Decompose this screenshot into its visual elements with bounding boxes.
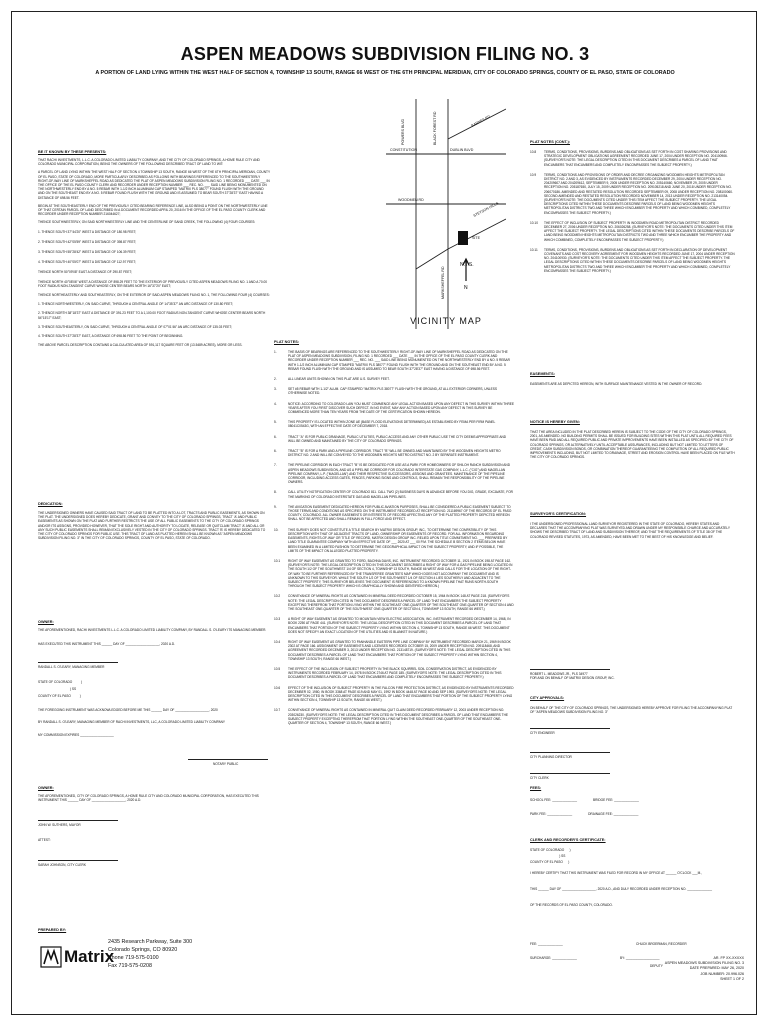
address-line-1: 2435 Research Parkway, Suite 300 bbox=[108, 939, 193, 945]
plat-note-number: 10.4 bbox=[274, 639, 281, 644]
plat-note-text: THIS SURVEY DOES NOT CONSTITUTE A TITLE SEARCH BY MATRIX DESIGN GROUP, INC., TO DETERMINE THE COMPATIBILITY OF THIS DESCRIPTION WITH THAT OF ADJACENT TRACTS OF LAND, OWNERSHIP OR EASEMENTS OF RECORD. FOR ALL INFORMATION REGARDING EASEMENTS, RIGHTS-OF-WAY OR TITLE OF RECORD, MATRIX DESIGN GROUP INC. RELIED UPON TITLE COMMITMENT NO. ___ PREPARED BY LAND TITLE GUARANTEE COMPANY WITH AN EFFECTIVE DATE OF ___ 2020 AT ___ 00 P.M. THE SCHEDULE B SECTION 2 ITEMS BELOW HAVE BEEN EXAMINED IN A LIMITED FASHION TO DETERMINE THE GEOGRAPHICAL IMPACT ON THE SUBJECT PROPERTY, AND IF POSSIBLE, THE LIMITS OF THE IMPACT ON ALLEGED PLATTED PROPERTY. bbox=[288, 527, 508, 553]
plat-note-number: 10.8 bbox=[530, 150, 537, 154]
begin-paragraph: BEGIN AT THE SOUTHEASTERLY END OF THE PREVIOUSLY CITED BEARING REFERENCE LINE, ALSO BEING A POINT ON THE NORTHWESTERLY LINE OF THAT CERTAIN PARCEL OF LAND DESCRIBED IN A DOCUMENT RECORDED APRIL 20, 2016 IN THE OFFICE OF THE EL PASO COUNTY CLERK AND RECORDER UNDER RECEPTION NUMBER 216044627; bbox=[38, 203, 268, 217]
notary-county: COUNTY OF EL PASO ) bbox=[38, 694, 81, 699]
easements-heading: EASEMENTS: bbox=[530, 372, 555, 376]
plat-note-number: 10.9 bbox=[530, 172, 537, 177]
plat-note-number: 10.5 bbox=[274, 666, 281, 671]
plat-note-text: THE PIPELINE CORRIDOR IN EACH TRACT "B" IS BE DEDICATED FOR USE AS A PARK FOR HOMEOWNERS OF SHILOH RANCH SUBDIVISION AND ASPEN MEADOWS SUBDIVISION, AND AS A PIPELINE CORRIDOR FOR COLORADO INTERSTATE GAS COMPANY, L.L.C. ("CIG") AND MAGELLAN PIPELINE COMPANY, L.P. ("MAGELLAN") AND THEIR RESPECTIVE SUCCESSORS, ASSIGNS AND GRANTEES. MAINTENANCE OF THE PIPELINE CORRIDOR, INCLUDING ACCESS GATES, FENCES, PARKING SIGNS AND CONTROLS, SHALL REMAIN THE RESPONSIBILITY OF THE PIPELINE OWNERS. bbox=[288, 463, 510, 485]
courses-paragraph: THENCE SOUTHWESTERLY, ON SAID NORTHWESTERLY LINE AND THE CENTERLINE OF SAND CREEK, THE FOLLOWING (4) FOUR COURSES: bbox=[38, 220, 256, 225]
fax: Fax 719-575-0208 bbox=[108, 963, 153, 969]
project-name: ASPEN MEADOWS SUBDIVISION FILING NO. 3 bbox=[664, 961, 744, 966]
owner-1-executed: HAS EXECUTED THIS INSTRUMENT THIS ______ DAY OF ___________________, 2020 A.D. bbox=[38, 642, 176, 647]
plat-note bbox=[274, 420, 514, 428]
plat-notes bbox=[274, 340, 514, 731]
svg-text:N: N bbox=[464, 285, 468, 291]
sheet-number: SHEET 1 OF 2 bbox=[720, 976, 744, 981]
plat-note bbox=[274, 640, 514, 661]
surveyor-name: ROBERT L. MEADOWS JR., PLS 34977 bbox=[530, 671, 588, 676]
plat-note-number: 9. bbox=[274, 504, 277, 509]
plat-note bbox=[274, 435, 514, 443]
owner-2-heading: OWNER: bbox=[38, 786, 54, 790]
city-planning-label: CITY PLANNING DIRECTOR bbox=[530, 754, 572, 759]
plat-title: ASPEN MEADOWS SUBDIVISION FILING NO. 3 bbox=[180, 44, 590, 64]
notary-ss: ) SS bbox=[38, 686, 77, 691]
plat-notes-cont bbox=[530, 140, 735, 279]
clerk-recorder-block bbox=[530, 838, 735, 907]
notice-block bbox=[530, 420, 735, 459]
plat-note bbox=[274, 490, 514, 498]
plat-note-number: 10. bbox=[274, 527, 279, 532]
plat-note-number: 1. bbox=[274, 350, 277, 354]
mayor-signature-line bbox=[38, 820, 118, 821]
plat-note-number: 10.10 bbox=[530, 220, 538, 225]
clerk-county: COUNTY OF EL PASO ) bbox=[530, 860, 570, 865]
area-paragraph: THE ABOVE PARCEL DESCRIPTION CONTAINS A CALCULATED AREA OF 591,117 SQUARE FEET OR (13.5489 ACRES), MORE OR LESS. bbox=[38, 343, 243, 348]
notary-public-label: NOTARY PUBLIC bbox=[213, 761, 239, 766]
recorder-name: CHUCK BROERMAN, RECORDER bbox=[636, 942, 687, 946]
exterior-course-3: 3. THENCE SOUTHEASTERLY, ON SAID CURVE, THROUGH A CENTRAL ANGLE OF 07°01'46" AN ARC DISTANCE OF 135.03 FEET; bbox=[38, 324, 232, 329]
vicinity-map bbox=[386, 99, 506, 329]
surveyor-for: FOR AND ON BEHALF OF MATRIX DESIGN GROUP, INC. bbox=[530, 676, 615, 681]
owner-1-heading: OWNER: bbox=[38, 620, 54, 624]
plat-notes-cont-heading: PLAT NOTES (CONT.): bbox=[530, 140, 571, 144]
plat-note bbox=[274, 594, 514, 611]
plat-note-number: 8. bbox=[274, 490, 277, 495]
plat-note-text: TERMS, CONDITIONS AND PROVISIONS OF ORDER AND DECREE ORGANIZING WOODMEN HEIGHTS METROPOLITAN DISTRICT NO. 2 AND 3, AS EVIDENCED BY INSTRUMENTS RECORDED DECEMBER 29, 2004 UNDER RECEPTION NO. 204209607 AND 204209612, SEPTEMBER 9, 2005 UNDER RECEPTION NO. 205140660, NOVEMBER 29, 2005 UNDER RECEPTION NO. 205187650, JULY 15, 2009 UNDER RECEPTION NO. 209105218 AND JUNE 20, 2018 UNDER RECEPTION NO. 206070186. AMENDED AND RESTATED RESOLUTION RECORDED SEPTEMBER 09, 2008 UNDER RECEPTION NO. 208100060. SECOND AMENDED AND RESTATED RESOLUTION RECORDED NOVEMBER 14, 2013 UNDER RECEPTION NO. 213140054. (SURVEYOR'S NOTE: THE DOCUMENTS CITED UNDER THIS ITEM AFFECT THE SUBJECT PROPERTY. THE LEGAL DESCRIPTIONS CITED WITHIN THESE DOCUMENTS DESCRIBE PARCELS OF LAND BEING WOODMEN HEIGHTS METROPOLITAN DISTRICTS TWO AND THREE WHICH ENCUMBER THE PROPERTY AND WHICH COMBINED, COMPLETELY ENCOMPASSES THE SUBJECT PROPERTY.) bbox=[544, 172, 733, 215]
plat-note-text: CALL UTILITY NOTIFICATION CENTER OF COLORADO 811. CALL TWO (2) BUSINESS DAYS IN ADVANCE BEFORE YOU DIG, GRADE, EXCAVATE, FOR THE MARKING OF COLORADO INTERSTATE GAS AND MAGELLAN PIPELINES. bbox=[288, 490, 513, 499]
plat-note bbox=[274, 667, 514, 680]
thence-paragraph-2: THENCE NORTH 40°08'06" WEST A DISTANCE OF 898.29 FEET TO THE EXTERIOR OF PREVIOUSLY CITED ASPEN MEADOWS FILING NO. 1 AND A 70.00 FOOT RADIUS NON-TANGENT CURVE WHOSE CENTER BEARS NORTH 16°37'20" EAST; bbox=[38, 279, 268, 288]
acknowledgement: THE FOREGOING INSTRUMENT WAS ACKNOWLEDGED BEFORE ME THIS ______ DAY OF ___________________, 2020 bbox=[38, 708, 218, 713]
surveyor-block bbox=[530, 512, 735, 680]
drainage-fee: DRAINAGE FEE: ______________ bbox=[588, 812, 639, 817]
plat-note-text: THE EFFECT OF THE INCLUSION OF SUBJECT PROPERTY IN THE BLACK SQUIRREL SOIL CONSERVATION DISTRICT, AS EVIDENCED BY INSTRUMENTS RECORDED FEBRUARY 14, 1978 IN BOOK 2746 AT PAGE 185. (SURVEYOR'S NOTE: THE LEGAL DESCRIPTION CITED IN THIS DOCUMENT DESCRIBES A PARCEL OF LAND THAT ENCUMBERS AND COMPLETELY ENCOMPASSES THE SUBJECT PROPERTY.) bbox=[288, 666, 502, 680]
plat-note bbox=[530, 248, 735, 273]
owner-1-block bbox=[38, 620, 270, 766]
job-number: JOB NUMBER: 20.996.026 bbox=[700, 971, 744, 976]
city-clerk-label: SARAH JOHNSON, CITY CLERK bbox=[38, 862, 86, 867]
recorder-fee: FEE: ______________ bbox=[530, 942, 563, 946]
recorder-deputy: DEPUTY bbox=[650, 964, 663, 968]
easements-text: EASEMENTS ARE AS DEPICTED HEREON, WITH SURFACE MAINTENANCE VESTED IN THE OWNER OF RECORD. bbox=[530, 382, 703, 386]
plat-note-text: CONVEYANCE OF MINERAL RIGHTS AS CONTAINED IN MINERAL DEED RECORDED OCTOBER 15, 1964 IN BOOK 148 AT PAGE 218. (SURVEYOR'S NOTE: THE LEGAL DESCRIPTION CITED IN THIS DOCUMENT DESCRIBES A PARCEL OF LAND THAT ENCUMBERS THE SUBJECT PROPERTY EXCEPTING THEREFROM THAT PORTION LYING WITHIN THE SOUTHEAST ONE-QUARTER OF THE SOUTHEAST ONE-QUARTER OF SECTION 4 AND THE SOUTHEAST ONE-QUARTER OF THE SOUTHWEST ONE-QUARTER OF SECTION 4, TOWNSHIP 13 SOUTH, RANGE 66 WEST.) bbox=[288, 594, 514, 611]
plat-note-number: 10.7 bbox=[274, 708, 281, 713]
street-label-powers: POWERS BLVD bbox=[401, 118, 405, 145]
fees-heading: FEES: bbox=[530, 786, 542, 790]
plat-note-number: 10.6 bbox=[274, 685, 281, 690]
mayor-label: JOHN W. SUTHERS, MAYOR bbox=[38, 823, 81, 828]
course-1: 1. THENCE SOUTH 37°44'20" WEST A DISTANCE OF 180.98 FEET; bbox=[38, 229, 137, 234]
plat-note-number: 3. bbox=[274, 387, 277, 392]
street-label-stetson: STETSON HILLS bbox=[472, 201, 500, 218]
plat-note bbox=[530, 173, 735, 215]
plat-note-text: THE EFFECT OF INCLUSION OF SUBJECT PROPERTY IN WOODMEN ROAD METROPOLITAN DISTRICT RECORDED DECEMBER 27, 2006 UNDER RECEPTION NO. 206026258. (SURVEYOR'S NOTE: THE DOCUMENTS CITED UNDER THIS ITEM AFFECT THE SUBJECT PROPERTY. THE LEGAL DESCRIPTIONS CITED WITHIN THESE DOCUMENTS DESCRIBE PARCELS OF LAND BEING WOODMEN HEIGHTS METROPOLITAN DISTRICTS TWO AND THREE WHICH ENCUMBER THE PROPERTY AND WHICH COMBINED, COMPLETELY ENCOMPASSES THE SUBJECT PROPERTY.) bbox=[544, 220, 735, 242]
dedication-block bbox=[38, 502, 270, 540]
course-2: 2. THENCE SOUTH 42°05'59" WEST A DISTANCE OF 398.87 FEET; bbox=[38, 239, 137, 244]
course-4: 4. THENCE SOUTH 40°05'07" WEST A DISTANCE OF 112.97 FEET; bbox=[38, 260, 136, 265]
matrix-logo-text: Matrix bbox=[64, 947, 115, 966]
plat-note-number: 10.2 bbox=[274, 594, 281, 599]
plat-note bbox=[274, 463, 514, 484]
clerk-recorder-heading: CLERK AND RECORDER'S CERTIFICATE: bbox=[530, 838, 606, 842]
recorder-surcharge: SURCHARGE: ______________ bbox=[530, 956, 577, 960]
plat-note-text: RIGHT OF WAY EASEMENT AS GRANTED TO PANHANDLE EASTERN PIPE LINE COMPANY BY INSTRUMENT RECORDED MARCH 21, 1969 IN BOOK 2302 AT PAGE 166. ASSIGNMENT OF EASEMENTS AND LICENSES RECORDED OCTOBER 15, 2009 UNDER RECEPTION NO. 209118468, AND AGREEMENT RECORDED DECEMBER 3, 2013 UNDER RECEPTION NO. 213148719. (SURVEYOR'S NOTE: THE LEGAL DESCRIPTION CITED IN THIS DOCUMENT DESCRIBES A PARCEL OF LAND THAT ENCUMBERS THAT PORTION OF THE SUBJECT PROPERTY LYING WITHIN SECTION 4, TOWNSHIP 13 SOUTH, RANGE 66 WEST.) bbox=[288, 639, 511, 661]
prepared-by-block bbox=[38, 928, 270, 932]
commission-expires: MY COMMISSION EXPIRES ___________________ bbox=[38, 732, 114, 737]
plat-note-number: 10.11 bbox=[530, 247, 538, 252]
fees-block bbox=[530, 786, 735, 816]
plat-note-text: SET #5 REBAR WITH 1-1/2" ALUM. CAP STAMPED "MATRIX PLS 38077" FLUSH WITH THE GROUND, AT ALL EXTERIOR CORNERS, UNLESS OTHERWISE NOTED. bbox=[288, 387, 498, 396]
plat-notes-heading: PLAT NOTES: bbox=[274, 340, 300, 344]
notice-text: THAT THE AREA INCLUDED IN THE PLAT DESCRIBED HEREIN IS SUBJECT TO THE CODE OF THE CITY OF COLORADO SPRINGS, 2001, AS AMENDED. NO BUILDING PERMITS SHALL BE ISSUED FOR BUILDING SITES WITHIN THIS PLAT UNTIL ALL REQUIRED FEES HAVE BEEN PAID AND ALL REQUIRED PUBLIC AND PRIVATE IMPROVEMENTS HAVE BEEN INSTALLED AS SPECIFIED BY THE CITY OF COLORADO SPRINGS, OR ALTERNATIVELY UNTIL ACCEPTABLE ASSURANCES, INCLUDING BUT NOT LIMITED TO LETTERS OF CREDIT, CASH SUBDIVISION BONDS, OR COMBINATION THEREOF GUARANTEEING THE COMPLETION OF ALL REQUIRED PUBLIC IMPROVEMENTS INCLUDING, BUT NOT LIMITED TO DRAINAGE, STREET AND EROSION CONTROL HAVE BEEN PLACED ON FILE WITH THE CITY OF COLORADO SPRINGS. bbox=[530, 430, 735, 460]
left-column bbox=[38, 150, 270, 347]
know-heading: BE IT KNOWN BY THESE PRESENTS: bbox=[38, 150, 107, 154]
plat-note-number: 5. bbox=[274, 420, 277, 425]
city-approvals-text: ON BEHALF OF THE CITY OF COLORADO SPRINGS, THE UNDERSIGNED HEREBY APPROVE FOR FILING THE ACCOMPANYING PLAT OF "ASPEN MEADOWS SUBDIVISION FILING NO. 3" bbox=[530, 706, 733, 715]
address-line-2: Colorado Springs, CO 80920 bbox=[108, 947, 178, 953]
clerk-ss: ) SS bbox=[530, 854, 566, 859]
ownership-paragraph: THAT RACHI INVESTMENTS, L.L.C. A COLORADO LIMITED LIABILITY COMPANY, AND THE CITY OF COLORADO SPRINGS, A HOME RULE CITY AND COLORADO MUNICIPAL CORPORATION, BEING THE OWNERS OF THE FOLLOWING DESCRIBED TRACT OF LAND TO WIT: bbox=[38, 158, 260, 167]
plat-note bbox=[274, 505, 514, 522]
exterior-paragraph: THENCE NORTHEASTERLY AND SOUTHEASTERLY, ON THE EXTERIOR OF SAID ASPEN MEADOWS FILING NO. 1, THE FOLLOWING FOUR (4) COURSES: bbox=[38, 293, 270, 298]
plat-note bbox=[274, 528, 514, 553]
plat-note-text: A RIGHT OF WAY EASEMENT AS GRANTED TO MOUNTAIN VIEW ELECTRIC ASSOCIATION, INC. INSTRUMENT RECORDED DECEMBER 14, 1968, IN BOOK 2250 AT PAGE 441. (SURVEYOR'S NOTE: THE LEGAL DESCRIPTION CITED IN THIS DOCUMENT DESCRIBES A PARCEL OF LAND THAT ENCUMBERS THAT PORTION OF THE SUBJECT PROPERTY LYING WITHIN SECTION 4, TOWNSHIP 13 SOUTH, RANGE 66 WEST. THIS DOCUMENT DOES NOT SPECIFY AN EXACT LOCATION OF THE UTILITIES AND IS BLANKET IN NATURE.) bbox=[288, 617, 511, 634]
vicinity-map-label: VICINITY MAP bbox=[410, 316, 482, 326]
plat-note bbox=[274, 559, 514, 588]
plat-note-text: RIGHT OF WAY EASEMENT AS GRANTED TO FORD, BACHNA DAVIS, INC. INSTRUMENT RECORDED OCTOBER 11, 1921 IN BOOK 198 AT PAGE 162. (SURVEYOR'S NOTE: THE LEGAL DESCRIPTION CITED IN THIS DOCUMENT DESCRIBES A RIGHT OF WAY FOR A GAS PIPELINE BEING LOCATED IN THE SOUTH 1/2 OF THE SOUTHWEST 1/4 OF SECTION 4, TOWNSHIP 13 SOUTH, RANGE 66 WEST AND CALLS FOR THE LOCATION OF THE RIGHT-OF-WAY TO BE FURTHER REFERENCED BY THE TRANSFEREE GRANTEE'S MAP WHICH DOES NOT ACCOMPANY THE DOCUMENT AND IS UNKNOWN TO THIS SURVEYOR. WHILE THE SOUTH 1/2 OF THE SOUTHWEST 1/4 OF SECTION 4 LIES SOUTHERLY AND ADJACENT TO THE SUBJECT PROPERTY, THIS SURVEYOR BELIEVES THE DOCUMENT IS REFERENCING TO A KNOWN PIPELINE THAT RUNS NORTH-SOUTH THROUGH THE SUBJECT PROPERTY WHICH IS GRAPHICALLY SHOWN AND IDENTIFIED HEREON.) bbox=[288, 558, 513, 589]
recorder-by: BY: ___________________ bbox=[620, 956, 660, 960]
clerk-state: STATE OF COLORADO ) bbox=[530, 848, 571, 852]
plat-note-text: NOTICE: ACCORDING TO COLORADO LAW YOU MUST COMMENCE ANY LEGAL ACTION BASED UPON ANY DEFECT IN THIS SURVEY WITHIN THREE YEARS AFTER YOU FIRST DISCOVER SUCH DEFECT. IN NO EVENT, MAY ANY ACTION BASED UPON ANY DEFECT IN THIS SURVEY BE COMMENCED MORE THAN TEN YEARS FROM THE DATE OF THE CERTIFICATION SHOWN HEREON. bbox=[288, 401, 514, 415]
street-label-barnes: BARNES RD bbox=[470, 114, 491, 128]
plat-note-text: EFFECT OF THE INCLUSION OF SUBJECT PROPERTY IN THE FALCON FIRE PROTECTION DISTRICT, AS EVIDENCED BY INSTRUMENTS RECORDED DECEMBER 02, 1980, IN BOOK 3368 AT PAGE 619 AND MAY 01, 1992 IN BOOK 4448 AT PAGE 60 AND SEP 1993. (SURVEYOR'S NOTE: THE LEGAL DESCRIPTION CITED IN THIS DOCUMENT DESCRIBES A PARCEL OF LAND THAT ENCUMBERS THAT PORTION OF THE SUBJECT PROPERTY LYING WITHIN SECTION 4, TOWNSHIP 13 SOUTH, RANGE 66 WEST.) bbox=[288, 685, 514, 703]
plat-note-text: TRACT "B" IS FOR A PARK AND A PIPELINE CORRIDOR. TRACT "B" WILL BE OWNED AND MAINTAINED BY THE WOODMEN HEIGHTS METRO DISTRICT NO. 2 AND WILL BE CONVEYED TO THE WOODMEN HEIGHTS METRO DISTRICT NO. 2 BY SEPARATE INSTRUMENT. bbox=[288, 449, 501, 458]
attest-label: ATTEST: bbox=[38, 837, 51, 842]
easements-block bbox=[530, 372, 735, 386]
clerk-signature-line bbox=[38, 860, 118, 861]
street-label-dublin: DUBLIN BLVD bbox=[450, 148, 474, 152]
plat-note bbox=[274, 387, 514, 395]
dedication-text: THE UNDERSIGNED OWNERS HAVE CAUSED SAID TRACT OF LAND TO BE PLATTED INTO A LOT, TRACTS AND PUBLIC EASEMENTS, AS SHOWN ON THE PLAT. THE UNDERSIGNED DOES HEREBY DEDICATE, GRANT AND CONVEY TO THE CITY OF COLORADO SPRINGS, TRACT 'A' AND PUBLIC EASEMENTS AS SHOWN ON THE PLAT AND FURTHER RESTRICTS THE USE OF ALL PUBLIC EASEMENTS TO THE CITY OF COLORADO SPRINGS AND/OR ITS ASSIGNS, PROVIDED HOWEVER, THAT THE SOLE RIGHT AND AUTHORITY TO LOCATE, RELEASE OR QUITCLAIM TRACT 'A' AND ALL OR ANY SUCH PUBLIC EASEMENTS SHALL REMAIN EXCLUSIVELY VESTED IN THE CITY OF COLORADO SPRINGS. TRACT 'B' IS HEREBY DEDICATED TO THE CITY OF COLORADO SPRINGS FOR PUBLIC USE. THIS TRACT OF LAND AS PLATTED HEREIN SHALL BE KNOWN AS "ASPEN MEADOWS SUBDIVISION FILING NO. 3" IN THE CITY OF COLORADO SPRINGS, COUNTY OF EL PASO, STATE OF COLORADO. bbox=[38, 511, 266, 541]
surveyor-signature-line bbox=[530, 669, 610, 670]
owner-1-text: THE AFOREMENTIONED, RACHI INVESTMENTS L.L.C. A COLORADO LIMITED LIABILITY COMPANY, BY RANDALL S. O'LEARY ITS MANAGING MEMBER. bbox=[38, 628, 267, 632]
street-label-constitution: CONSTITUTION bbox=[390, 148, 417, 152]
plat-subtitle: A PORTION OF LAND LYING WITHIN THE WEST HALF OF SECTION 4, TOWNSHIP 13 SOUTH, RANGE 66 WEST OF THE 6TH PRINCIPAL MERIDIAN, CITY OF COLORADO SPRINGS, COUNTY OF EL PASO, STATE OF COLORADO bbox=[95, 70, 675, 76]
owner-1-signer: RANDALL S. O'LEARY, MANAGING MEMBER bbox=[38, 665, 105, 670]
city-approvals-block bbox=[530, 696, 735, 780]
plat-note-number: 10.1 bbox=[274, 558, 281, 563]
plat-notes-cont-list bbox=[530, 150, 735, 273]
exterior-course-2: 2. THENCE NORTH 38°18'37" EAST A DISTANCE OF 391.23 FEET TO A 1,100.00 FOOT RADIUS NON-TANGENT CURVE WHOSE CENTER BEARS NORTH 54°15'17" EAST; bbox=[38, 311, 266, 320]
plat-note-text: THIS PROPERTY IS LOCATED WITHIN ZONE AE (BASE FLOOD ELEVATIONS DETERMINED) AS ESTABLISHED BY FEMA PER FIRM PANEL 08041C0543G, WITH AN EFFECTIVE DATE OF DECEMBER 7, 2018. bbox=[288, 420, 496, 429]
road-line bbox=[416, 249, 448, 269]
plat-notes-list bbox=[274, 350, 514, 725]
site-marker bbox=[458, 231, 468, 245]
notary-state: STATE OF COLORADO ) bbox=[38, 679, 83, 684]
city-engineer-label: CITY ENGINEER bbox=[530, 731, 555, 736]
city-clerk-line bbox=[530, 773, 610, 774]
street-label-woodmen: WOODMEN RD bbox=[398, 198, 424, 202]
plat-note-number: 6. bbox=[274, 434, 277, 439]
plat-note bbox=[530, 221, 735, 242]
clerk-certify: I HEREBY CERTIFY THAT THIS INSTRUMENT WAS FILED FOR RECORD IN MY OFFICE AT ______ O'CLOCK ___M., bbox=[530, 870, 703, 875]
city-planning-line bbox=[530, 752, 610, 753]
plat-note-text: THE AVIGATION EASEMENT DEDICATED HEREON FOR PUBLIC AVIATION PURPOSES, SHALL BE CONSIDERED A PUBLIC EASEMENT SUBJECT TO THOSE TERMS AND CONDITIONS AS SPECIFIED ON THE INSTRUMENT RECORDED AT RECEPTION NO. 211169967 OF THE RECORDS OF EL PASO COUNTY, COLORADO. ALL OWNER EASEMENTS OR INTERESTS OF RECORD AFFECTING ANY OF THE PLATTED PROPERTY DEPICTED HEREON SHALL NOT BE AFFECTED AND SHALL REMAIN IN FULL FORCE AND EFFECT. bbox=[288, 504, 512, 522]
site-label: SITE bbox=[472, 236, 480, 240]
plat-note bbox=[274, 617, 514, 634]
park-fee: PARK FEE: ______________ bbox=[530, 812, 573, 817]
plat-note bbox=[274, 686, 514, 703]
prepared-by-heading: PREPARED BY: bbox=[38, 928, 67, 932]
street-label-black-forest: BLACK FOREST RD bbox=[433, 111, 437, 145]
plat-note bbox=[274, 350, 514, 371]
phone: Phone 719-575-0100 bbox=[108, 955, 159, 961]
plat-note-number: 4. bbox=[274, 401, 277, 406]
plat-note-text: ALL LINEAR UNITS SHOWN ON THIS PLAT ARE U.S. SURVEY FEET. bbox=[288, 377, 390, 382]
surveyor-text: I THE UNDERSIGNED PROFESSIONAL LAND SURVEYOR REGISTERED IN THE STATE OF COLORADO, HEREBY STATES AND DECLARES THAT THE ACCOMPANYING PLAT WAS SURVEYED AND DRAWN UNDER MY RESPONSIBLE CHARGE AND ACCURATELY SHOWS THE DESCRIBED TRACT OF LAND AND SUBDIVISION THEREOF, AND THAT THE REQUIREMENTS OF TITLE 38 OF THE COLORADO REVISED STATUTES, 1973, AS AMENDED, HAVE BEEN MET TO THE BEST OF HIS KNOWLEDGE AND BELIEF. bbox=[530, 522, 730, 539]
not-to-scale-label: N.T.S. bbox=[460, 262, 474, 268]
thence-paragraph-1: THENCE NORTH 50°09'08" EAST A DISTANCE OF 290.87 FEET; bbox=[38, 270, 132, 275]
notice-heading: NOTICE IS HEREBY GIVEN: bbox=[530, 420, 580, 424]
plat-note-number: 7. bbox=[274, 463, 277, 468]
owner-1-signature-line bbox=[38, 662, 118, 663]
plat-note-number: 2. bbox=[274, 377, 277, 382]
plat-note-text: THE BASIS OF BEARINGS ARE REFERENCED TO THE SOUTHWESTERLY RIGHT-OF-WAY LINE OF MARKSHEFFEL ROAD AS DEDICATED ON THE PLAT OF ASPEN MEADOWS SUBDIVISION, FILING NO. 1 RECORDED ___ DATE ___ IN THE OFFICE OF THE EL PASO COUNTY CLERK AND RECORDER UNDER RECEPTION NUMBER ___ REC. NO. ___ SAID LINE BEING MONUMENTED ON THE NORTHWESTERLY END BY A NO. 5 REBAR WITH 1-1/2 INCH ALUMINUM CAP STAMPED "MATRIX PLS 38077" FOUND FLUSH WITH THE GROUND AND ON THE SOUTHEAST END BY A NO. 5 REBAR FOUND FLUSH WITH THE GROUND AND IS ASSUMED TO BEAR SOUTH 37°28'37" EAST HAVING A DISTANCE OF 698.56 FEET. bbox=[288, 350, 510, 371]
city-approvals-heading: CITY APPROVALS: bbox=[530, 696, 565, 700]
city-engineer-line bbox=[530, 728, 610, 729]
plat-note-number: 10.3 bbox=[274, 617, 281, 622]
owner-2-block bbox=[38, 786, 270, 867]
course-3: 3. THENCE SOUTH 55°28'42" WEST A DISTANCE OF 106.39 FEET; bbox=[38, 250, 137, 255]
plat-note-text: CONVEYANCE OF MINERAL RIGHTS AS CONTAINED IN MINERAL QUIT CLAIM DEED RECORDED FEBRUARY 12, 2003 UNDER RECEPTION NO. 203026230. (SURVEYOR'S NOTE: THE LEGAL DESCRIPTION CITED IN THIS DOCUMENT DESCRIBES A PARCEL OF LAND THAT ENCUMBERS THE SUBJECT PROPERTY EXCEPTING THEREFROM THAT PORTION LYING WITHIN THE SOUTHEAST ONE-QUARTER OF THE SOUTHEAST ONE-QUARTER OF SECTION 4, TOWNSHIP 13 SOUTH, RANGE 66 WEST.) bbox=[288, 708, 509, 725]
city-clerk-approval-label: CITY CLERK bbox=[530, 775, 549, 780]
plat-note bbox=[274, 402, 514, 415]
acknowledgement-by: BY RANDALL S. O'LEARY, MANAGING MEMBER OF RACHI INVESTMENTS, LLC, A COLORADO LIMITED LIABILITY COMPANY bbox=[38, 720, 226, 725]
plat-note-text: TRACT "A" IS FOR PUBLIC DRAINAGE, PUBLIC UTILITIES, PUBLIC ACCESS AND ANY OTHER PUBLIC USE THE CITY DEEMS APPROPRIATE AND WILL BE OWNED AND MAINTAINED BY THE CITY OF COLORADO SPRINGS. bbox=[288, 434, 507, 443]
school-fee: SCHOOL FEE: ______________ bbox=[530, 798, 578, 802]
title-block bbox=[664, 956, 744, 982]
road-line bbox=[448, 219, 506, 249]
street-label-marksheffel: MARKSHEFFEL RD bbox=[441, 266, 445, 299]
clerk-this-day: THIS ______ DAY OF ___________________, 2020 A.D., AND DULY RECORDED UNDER RECEPTION NO. ______________ bbox=[530, 886, 713, 891]
plat-note bbox=[274, 377, 514, 381]
matrix-logo-mark bbox=[40, 946, 62, 968]
plat-note-number: 6. bbox=[274, 449, 277, 454]
plat-note bbox=[274, 449, 514, 457]
bridge-fee: BRIDGE FEE: ______________ bbox=[593, 798, 639, 802]
plat-note-text: TERMS, CONDITIONS, PROVISIONS, BURDENS AND OBLIGATIONS AS SET FORTH IN COST SHARING PROVISIONS AND STRATEGIC DEVELOPMENT OBLIGATIONS AGREEMENT RECORDED JUNE 17, 2004 UNDER RECEPTION NO. 204100966. (SURVEYOR'S NOTE: THE LEGAL DESCRIPTION CITED IN THIS DOCUMENT DESCRIBES A PARCEL OF LAND THAT ENCUMBERS THAT ENCUMBERS AND COMPLETELY ENCOMPASSES THE SUBJECT PROPERTY.) bbox=[544, 150, 728, 167]
plat-note bbox=[274, 708, 514, 725]
notary-signature-line bbox=[188, 759, 268, 760]
prepared-by-address bbox=[108, 938, 192, 970]
exterior-course-1: 1. THENCE NORTHWESTERLY, ON SAID CURVE, THROUGH A CENTRAL ANGLE OF 14°35'37" AN ARC DISTANCE OF 130.80 FEET; bbox=[38, 302, 233, 307]
clerk-records: OF THE RECORDS OF EL PASO COUNTY, COLORADO. bbox=[530, 903, 613, 908]
parcel-paragraph: A PARCEL OF LAND LYING WITHIN THE WEST HALF OF SECTION 4 TOWNSHIP 13 SOUTH, RANGE 66 WEST OF THE 6TH PRINCIPAL MERIDIAN, COUNTY OF EL PASO, STATE OF COLORADO, MORE PARTICULARLY DESCRIBED AS FOLLOWS WITH BEARINGS REFERENCED TO THE SOUTHWESTERLY RIGHT-OF-WAY LINE OF MARKSHEFFEL ROAD AS DEDICATED THE PLAT OF ASPEN MEADOWS SUBDIVISION FILING NO. 1 RECORDED ___ DATE ___ IN THE OFFICE OF THE EL PASO COUNTY CLERK AND RECORDER UNDER RECEPTION NUMBER ___ REC. NO. ___ SAID LINE BEING MONUMENTED ON THE NORTHWESTERLY END BY A NO. 5 REBAR WITH 1-1/2 INCH ALUMINUM CAP STAMPED "MATRIX PLS 38077" FOUND FLUSH WITH THE GROUND AND ON THE SOUTHEAST END BY A NO. 5 REBAR FOUND FLUSH WITH THE GROUND AND IS ASSUMED TO BEAR SOUTH 37°28'37" EAST HAVING A DISTANCE OF 698.56 FEET. bbox=[38, 170, 271, 200]
plat-note-text: TERMS, CONDITIONS, PROVISIONS, BURDENS AND OBLIGATIONS AS SET FORTH IN DECLARATION OF DEVELOPMENT COVENANTS AND COST RECOVERY AGREEMENT FOR WOODMEN HEIGHTS RECORDED JUNE 17, 2004 UNDER RECEPTION NO. 204100930. (SURVEYOR'S NOTE: THE DOCUMENTS CITED UNDER THIS ITEM AFFECT THE SUBJECT PROPERTY. THE LEGAL DESCRIPTIONS CITED WITHIN THESE DOCUMENTS DESCRIBE PARCELS OF LAND BEING WOODMEN HEIGHTS METROPOLITAN DISTRICTS TWO AND THREE WHICH ENCUMBER THE PROPERTY AND WHICH COMBINED, COMPLETELY ENCOMPASSES THE SUBJECT PROPERTY.) bbox=[544, 247, 735, 273]
date-prepared: DATE PREPARED: MAY 26, 2020 bbox=[689, 966, 744, 971]
exterior-course-4: 4. THENCE SOUTH 37°28'37" EAST, A DISTANCE OF 698.56 FEET TO THE POINT OF BEGINNING. bbox=[38, 334, 184, 339]
surveyor-heading: SURVEYOR'S CERTIFICATION: bbox=[530, 512, 587, 516]
owner-2-text: THE AFOREMENTIONED, CITY OF COLORADO SPRINGS, A HOME RULE CITY AND COLORADO MUNICIPAL CORPORATION, HAS EXECUTED THIS INSTRUMENT THIS ______ DAY OF ___________________, 2020 A.D. bbox=[38, 794, 259, 803]
dedication-heading: DEDICATION: bbox=[38, 502, 63, 506]
ar-number: AR. FP XX-XXXXX bbox=[713, 956, 744, 960]
plat-note bbox=[530, 150, 735, 167]
